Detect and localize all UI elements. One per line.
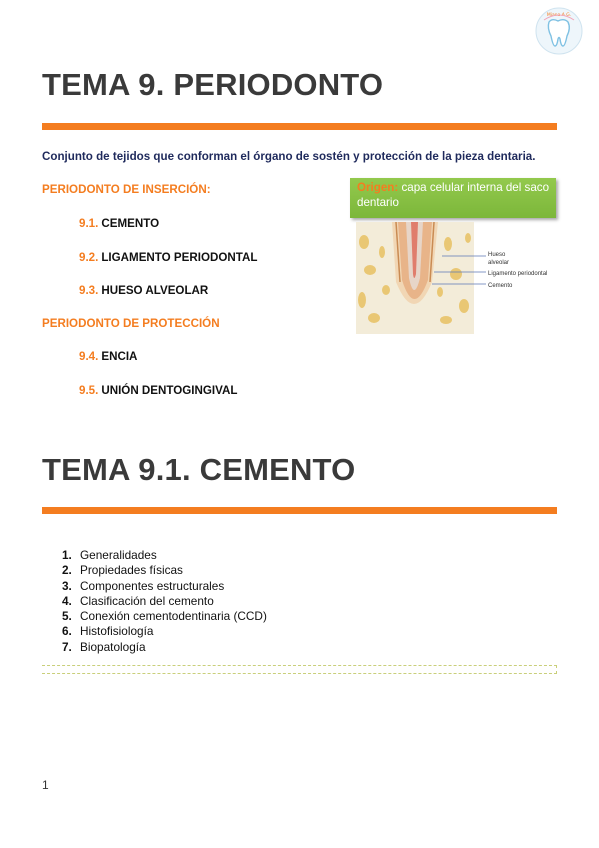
item-label: CEMENTO (101, 217, 160, 230)
item-label: HUESO ALVEOLAR (101, 284, 209, 297)
label-hueso-1: Hueso (488, 252, 506, 258)
origin-text: capa celular interna del saco dentario (357, 181, 550, 209)
page-number: 1 (42, 778, 49, 792)
item-number: 9.4. (79, 350, 99, 363)
list-item: 5. Conexión cementodentinaria (CCD) (62, 609, 267, 624)
label-ligamento: Ligamento periodontal (488, 271, 548, 277)
item-label: LIGAMENTO PERIODONTAL (101, 251, 258, 264)
list-item: 2. Propiedades físicas (62, 563, 183, 578)
dotted-divider (42, 665, 557, 674)
periodontium-diagram (356, 222, 556, 334)
list-item (79, 350, 137, 363)
list-item: 6. Histofisiología (62, 624, 154, 639)
origin-key: Origen: (357, 181, 399, 194)
list-item: 4. Clasificación del cemento (62, 593, 214, 608)
heading-underline (42, 507, 557, 514)
title-underline (42, 123, 557, 130)
list-item: 7. Biopatología (62, 639, 146, 654)
label-cemento: Cemento (488, 283, 513, 289)
page-title: TEMA 9. PERIODONTO (42, 67, 384, 102)
item-label: ENCIA (101, 350, 138, 363)
item-label: UNIÓN DENTOGINGIVAL (101, 384, 238, 397)
list-item (79, 284, 208, 297)
list-item (79, 384, 237, 397)
section-title-insercion: PERIODONTO DE INSERCIÓN: (42, 183, 211, 196)
item-number: 9.3. (79, 284, 99, 297)
section-title-proteccion: PERIODONTO DE PROTECCIÓN (42, 317, 220, 330)
list-item: 1. Generalidades (62, 548, 157, 562)
item-number: 9.5. (79, 384, 99, 397)
contents-list (62, 548, 267, 655)
origin-callout (350, 178, 556, 218)
section-heading: TEMA 9.1. CEMENTO (42, 452, 356, 487)
tooth-logo-icon (534, 6, 584, 56)
list-item (79, 217, 159, 230)
svg-text:Miana A.G.: Miana A.G. (546, 13, 572, 18)
list-item (79, 251, 257, 264)
item-number: 9.1. (79, 217, 99, 230)
list-item: 3. Componentes estructurales (62, 578, 225, 593)
intro-text: Conjunto de tejidos que conforman el órgano de sostén y protección de la pieza dentaria. (42, 150, 536, 163)
label-hueso-2: alveolar (488, 260, 510, 266)
item-number: 9.2. (79, 251, 99, 264)
